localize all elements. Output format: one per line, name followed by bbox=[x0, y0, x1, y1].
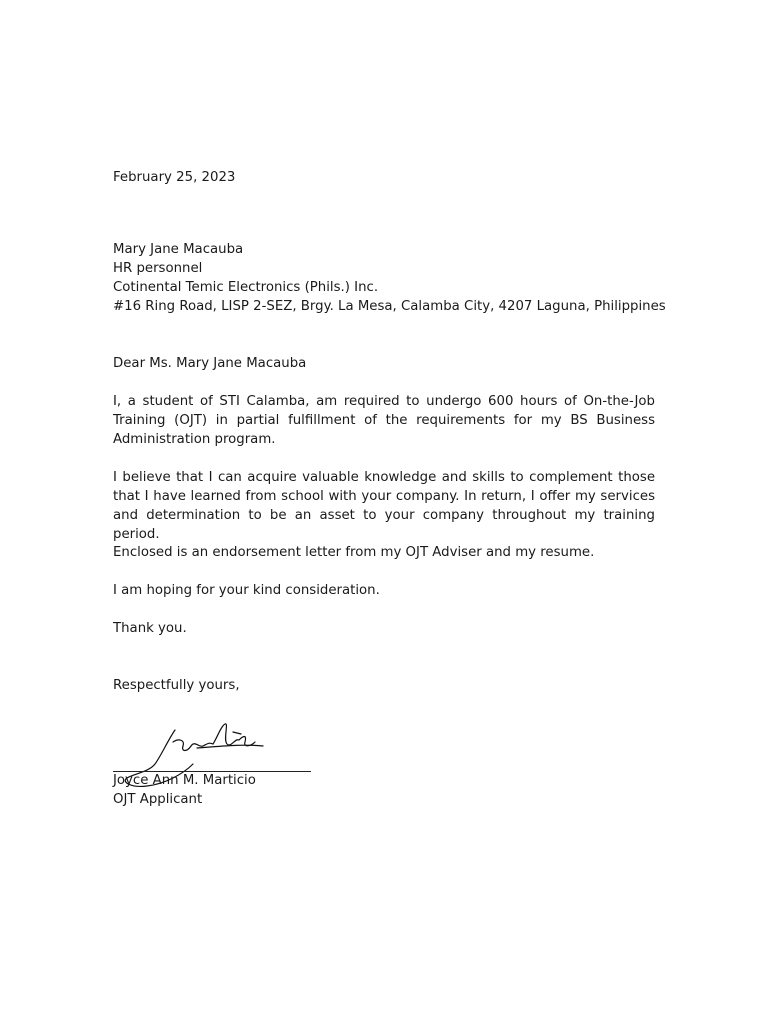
body-paragraph-1: I, a student of STI Calamba, am required to undergo 600 hours of On-the-Job Training (OJT) in partial fulfillment of the requirements for my BS Business Administration program. bbox=[113, 394, 655, 447]
recipient-address: #16 Ring Road, LISP 2-SEZ, Brgy. La Mesa, Calamba City, 4207 Laguna, Philippines bbox=[113, 299, 666, 314]
signatory-title: OJT Applicant bbox=[113, 792, 203, 807]
body-paragraph-2: I believe that I can acquire valuable knowledge and skills to complement those that I have learned from school with your company. In return, I offer my services and determination to be an asset to your company throughout my training period. bbox=[113, 470, 655, 542]
recipient-position: HR personnel bbox=[113, 261, 203, 276]
body-paragraph-5: Thank you. bbox=[113, 621, 187, 636]
recipient-name: Mary Jane Macauba bbox=[113, 242, 244, 257]
body-paragraph-4: I am hoping for your kind consideration. bbox=[113, 583, 380, 598]
letter-date: February 25, 2023 bbox=[113, 170, 236, 185]
signatory-name: Joyce Ann M. Marticio bbox=[113, 773, 256, 788]
recipient-company: Cotinental Temic Electronics (Phils.) Inc. bbox=[113, 280, 379, 295]
body-paragraph-3: Enclosed is an endorsement letter from my OJT Adviser and my resume. bbox=[113, 545, 595, 560]
salutation: Dear Ms. Mary Jane Macauba bbox=[113, 356, 307, 371]
closing: Respectfully yours, bbox=[113, 678, 240, 693]
